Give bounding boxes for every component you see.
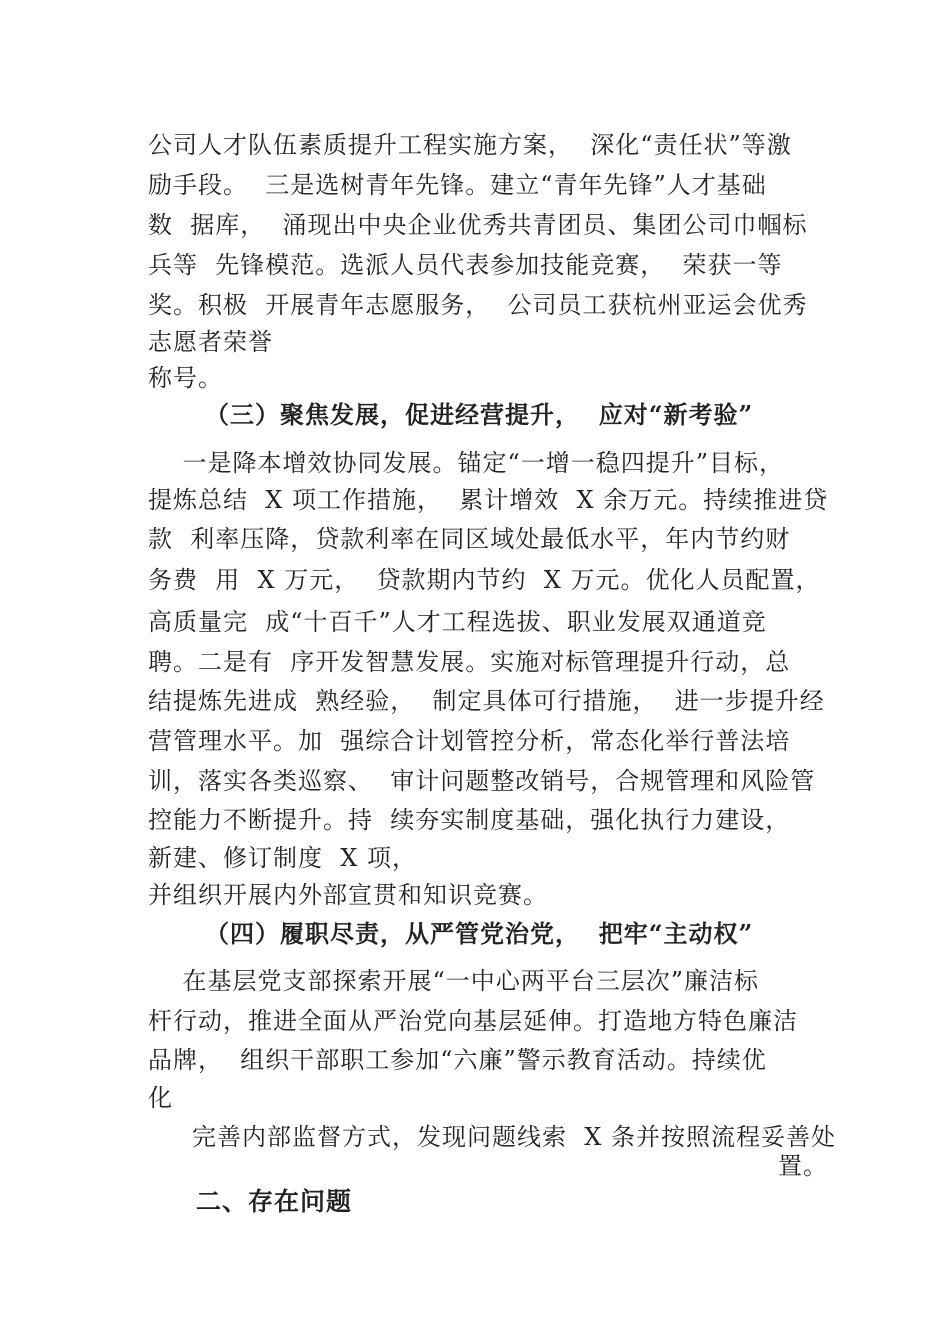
body-line: 结提炼先进成 熟经验， 制定具体可行措施， 进一步提升经 bbox=[148, 687, 825, 715]
body-line: 置。 bbox=[778, 1152, 828, 1180]
section-heading-problems: 二、存在问题 bbox=[196, 1187, 353, 1216]
body-line: 奖。积极 开展青年志愿服务， 公司员工获杭州亚运会优秀 bbox=[148, 291, 808, 319]
body-line: 在基层党支部探索开展“一中心两平台三层次”廉洁标 bbox=[148, 967, 760, 995]
body-line: 提炼总结 X 项工作措施， 累计增效 X 余万元。持续推进贷 bbox=[148, 486, 829, 514]
body-line: 控能力不断提升。持 续夯实制度基础，强化执行力建设， bbox=[148, 806, 791, 834]
body-line: 聘。二是有 序开发智慧发展。实施对标管理提升行动，总 bbox=[148, 648, 791, 676]
body-line: 并组织开展内外部宣贯和知识竞赛。 bbox=[148, 881, 548, 909]
body-line: 数 据库， 涌现出中央企业优秀共青团员、集团公司巾帼标 bbox=[148, 211, 808, 239]
body-line: 品牌， 组织干部职工参加“六廉”警示教育活动。持续优 bbox=[148, 1046, 767, 1074]
body-line: 一是降本增效协同发展。锚定“一增一稳四提升”目标， bbox=[148, 449, 785, 477]
subsection-heading-3: （三）聚焦发展，促进经营提升， 应对“新考验” bbox=[205, 400, 754, 429]
body-line: 志愿者荣誉 bbox=[148, 328, 273, 356]
body-line: 兵等 先锋模范。选派人员代表参加技能竞赛， 荣获一等 bbox=[148, 251, 783, 279]
body-line: 杆行动，推进全面从严治党向基层延伸。打造地方特色廉洁 bbox=[148, 1007, 798, 1035]
body-line: 公司人才队伍素质提升工程实施方案， 深化“责任状”等激 bbox=[148, 131, 792, 159]
subsection-heading-4: （四）履职尽责，从严管党治党， 把牢“主动权” bbox=[205, 919, 754, 948]
body-line: 务费 用 X 万元， 贷款期内节约 X 万元。优化人员配置， bbox=[148, 566, 821, 594]
body-line: 训，落实各类巡察、 审计问题整改销号，合规管理和风险管 bbox=[148, 767, 816, 795]
body-line: 新建、修订制度 X 项， bbox=[148, 844, 417, 872]
body-line: 称号。 bbox=[148, 364, 223, 392]
body-line: 高质量完 成“十百千”人才工程选拔、职业发展双通道竞 bbox=[148, 608, 767, 636]
body-line: 完善内部监督方式，发现问题线索 X 条并按照流程妥善处 bbox=[192, 1123, 836, 1151]
body-line: 款 利率压降，贷款利率在同区域处最低水平，年内节约财 bbox=[148, 525, 791, 553]
body-line: 化 bbox=[148, 1084, 173, 1112]
body-line: 营管理水平。加 强综合计划管控分析，常态化举行普法培 bbox=[148, 727, 791, 755]
body-line: 励手段。 三是选树青年先锋。建立“青年先锋”人才基础 bbox=[148, 171, 767, 199]
